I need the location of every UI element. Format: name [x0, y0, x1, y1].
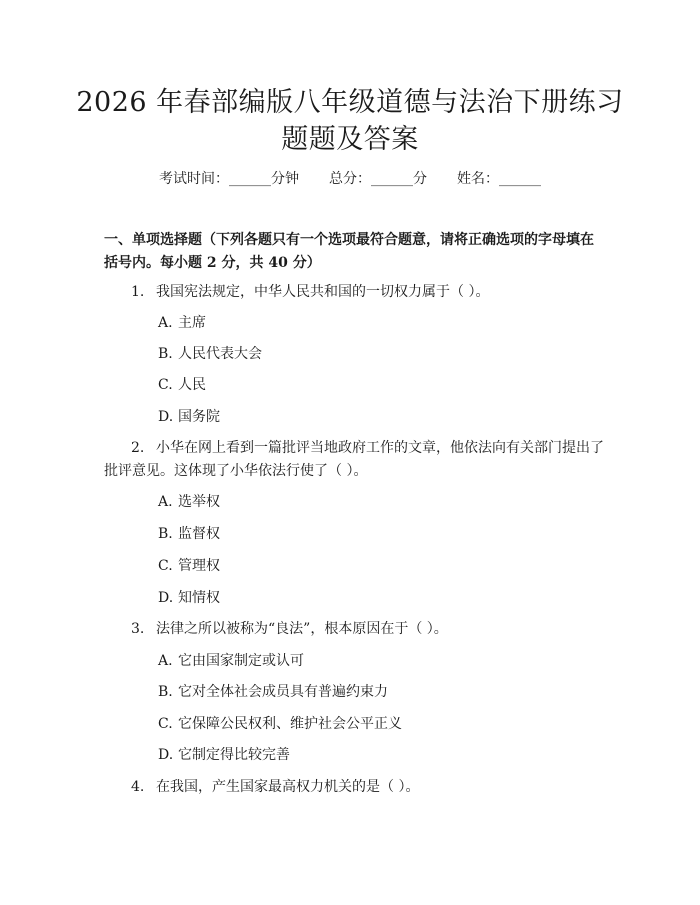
option-text: 它保障公民权利、维护社会公平正义 — [178, 716, 402, 732]
question-1-option-b — [158, 345, 262, 363]
question-text: 在我国，产生国家最高权力机关的是（ ）。 — [156, 779, 420, 795]
option-letter: C. — [158, 716, 173, 732]
option-letter: D. — [158, 590, 174, 606]
question-text: 法律之所以被称为“良法”，根本原因在于（ ）。 — [156, 621, 448, 637]
question-1 — [104, 281, 604, 304]
question-number: 1. — [131, 284, 145, 300]
section-heading-line-2: 括号内。每小题 2 分，共 40 分） — [104, 255, 321, 271]
question-1-option-a — [158, 314, 206, 332]
question-3-option-b — [158, 683, 388, 701]
option-text: 知情权 — [178, 590, 220, 606]
question-number: 2. — [131, 440, 145, 456]
option-letter: C. — [158, 558, 173, 574]
question-4 — [104, 776, 604, 799]
page-title-line-1: 2026 年春部编版八年级道德与法治下册练习 — [76, 87, 624, 118]
option-text: 它由国家制定或认可 — [178, 653, 304, 669]
option-letter: B. — [158, 526, 173, 542]
option-text: 选举权 — [178, 494, 220, 510]
question-3-option-c — [158, 715, 402, 733]
option-text: 它制定得比较完善 — [178, 747, 290, 763]
option-letter: B. — [158, 684, 173, 700]
question-1-option-c — [158, 376, 206, 394]
option-letter: A. — [158, 653, 173, 669]
option-letter: A. — [158, 315, 173, 331]
question-number: 3. — [131, 621, 145, 637]
exam-info-line — [0, 170, 700, 188]
question-text: 我国宪法规定，中华人民共和国的一切权力属于（ ）。 — [156, 284, 490, 300]
option-text: 监督权 — [178, 526, 220, 542]
question-text: 小华在网上看到一篇批评当地政府工作的文章，他依法向有关部门提出了 — [156, 440, 604, 456]
option-text: 主席 — [178, 315, 206, 331]
option-text: 它对全体社会成员具有普遍约束力 — [178, 684, 388, 700]
question-1-option-d — [158, 408, 220, 426]
question-3 — [104, 618, 604, 641]
question-2 — [104, 437, 604, 483]
option-letter: C. — [158, 377, 173, 393]
option-letter: D. — [158, 409, 174, 425]
option-text: 人民代表大会 — [178, 346, 262, 362]
option-text: 人民 — [178, 377, 206, 393]
exam-time-field: 考试时间：______分钟 — [159, 171, 299, 187]
question-2-option-b — [158, 525, 220, 543]
question-2-option-d — [158, 589, 220, 607]
option-letter: B. — [158, 346, 173, 362]
question-2-option-a — [158, 493, 220, 511]
option-text: 管理权 — [178, 558, 220, 574]
total-score-field: 总分：______分 — [329, 171, 427, 187]
page-title-line-2: 题题及答案 — [281, 124, 419, 155]
question-3-option-d — [158, 746, 290, 764]
option-letter: A. — [158, 494, 173, 510]
option-letter: D. — [158, 747, 174, 763]
question-text-continued: 批评意见。这体现了小华依法行使了（ ）。 — [104, 463, 368, 479]
question-2-option-c — [158, 557, 220, 575]
student-name-field: 姓名：______ — [457, 171, 541, 187]
section-heading — [104, 229, 604, 275]
option-text: 国务院 — [178, 409, 220, 425]
question-3-option-a — [158, 652, 304, 670]
section-heading-line-1: 一、单项选择题（下列各题只有一个选项最符合题意，请将正确选项的字母填在 — [104, 232, 594, 248]
question-number: 4. — [131, 779, 145, 795]
